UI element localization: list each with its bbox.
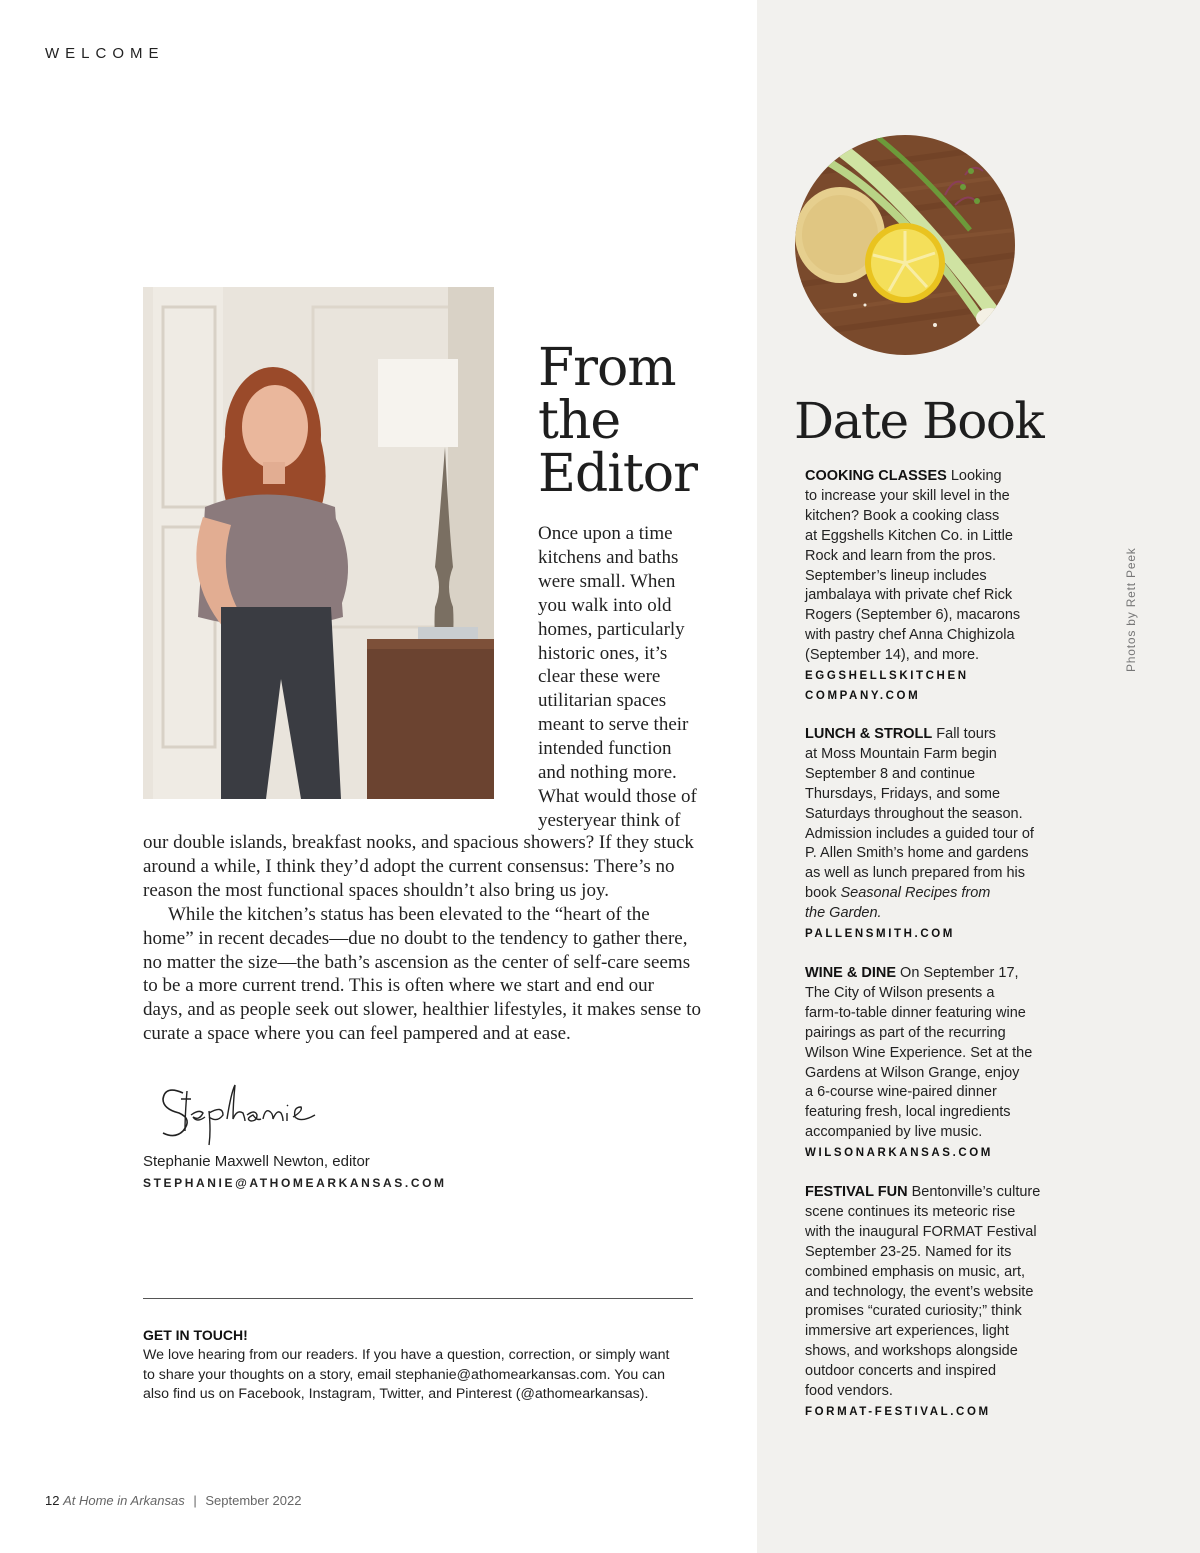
- letter-line: yesteryear think of: [538, 809, 681, 831]
- letter-line: What would those of: [538, 785, 697, 807]
- event-first-line: [805, 467, 1065, 487]
- editor-heading-line: Editor: [538, 444, 697, 504]
- event-line: Saturdays throughout the season.: [805, 805, 1023, 822]
- event-line: with the inaugural FORMAT Festival: [805, 1223, 1037, 1240]
- letter-line: reason the most functional spaces shouldn’t also bring us joy.: [143, 879, 609, 901]
- event-line: farm-to-table dinner featuring wine: [805, 1004, 1026, 1021]
- event-line: The City of Wilson presents a: [805, 984, 995, 1001]
- event-title: COOKING CLASSES: [805, 468, 947, 484]
- event-url-link[interactable]: [805, 666, 1065, 706]
- letter-line: While the kitchen’s status has been elevated to the “heart of the: [168, 903, 650, 925]
- letter-line: and nothing more.: [538, 762, 677, 784]
- event-line: as well as lunch prepared from his: [805, 865, 1026, 882]
- letter-line: utilitarian spaces: [538, 690, 667, 712]
- letter-line: no matter the size—the bath’s ascension as the center of self-care seems: [143, 951, 691, 973]
- event-line: September 8 and continue: [805, 765, 976, 782]
- page-footer: [45, 1493, 301, 1508]
- contact-body: [143, 1346, 723, 1405]
- event-url-line: WILSONARKANSAS.COM: [805, 1147, 993, 1160]
- event-text: Looking: [946, 468, 1002, 484]
- event-lunch-stroll: [805, 725, 1065, 944]
- letter-line: kitchens and baths: [538, 546, 679, 568]
- editor-name: Stephanie Maxwell Newton, editor: [143, 1153, 370, 1170]
- event-title: LUNCH & STROLL: [805, 726, 933, 742]
- event-first-line: [805, 1183, 1065, 1203]
- page-number: 12: [45, 1493, 60, 1508]
- event-line: combined emphasis on music, art,: [805, 1263, 1026, 1280]
- event-text: Bentonville’s culture: [907, 1184, 1041, 1200]
- event-line: P. Allen Smith’s home and gardens: [805, 845, 1029, 862]
- event-line: accompanied by live music.: [805, 1124, 983, 1141]
- editor-letter-narrow-column: [538, 522, 718, 833]
- event-url-link[interactable]: [805, 1143, 1065, 1163]
- letter-line: clear these were: [538, 666, 661, 688]
- editor-heading-line: From: [538, 338, 676, 398]
- event-line: (September 14), and more.: [805, 647, 980, 664]
- editor-heading: [538, 338, 738, 504]
- event-cooking-classes: [805, 467, 1065, 706]
- event-line: Thursdays, Fridays, and some: [805, 785, 1001, 802]
- event-book-title: Seasonal Recipes from: [840, 885, 991, 902]
- event-line: at Eggshells Kitchen Co. in Little: [805, 527, 1013, 544]
- event-text: book: [805, 885, 841, 902]
- event-line: immersive art experiences, light: [805, 1323, 1009, 1340]
- food-photo: [795, 135, 1015, 355]
- datebook-heading: Date Book: [794, 392, 1044, 450]
- event-line: Gardens at Wilson Grange, enjoy: [805, 1064, 1020, 1081]
- contact-line: We love hearing from our readers. If you have a question, correction, or simply want: [143, 1347, 670, 1363]
- letter-line: homes, particularly: [538, 618, 685, 640]
- event-line: outdoor concerts and inspired: [805, 1363, 997, 1380]
- editor-letter-wide-column: [143, 831, 713, 1046]
- section-label: WELCOME: [45, 45, 165, 62]
- event-line: promises “curated curiosity;” think: [805, 1303, 1022, 1320]
- letter-line: Once upon a time: [538, 523, 673, 544]
- photo-credit: Photos by Rett Peek: [1124, 547, 1138, 672]
- event-line: at Moss Mountain Farm begin: [805, 745, 997, 762]
- letter-line: our double islands, breakfast nooks, and spacious showers? If they stuck: [143, 832, 694, 853]
- event-first-line: [805, 725, 1065, 745]
- event-line: Wilson Wine Experience. Set at the: [805, 1044, 1033, 1061]
- letter-line: days, and as people seek out slower, healthier lifestyles, it makes sense to: [143, 999, 702, 1021]
- event-book-title: the Garden.: [805, 905, 882, 922]
- event-line: September 23-25. Named for its: [805, 1243, 1012, 1260]
- event-url-line: EGGSHELLSKITCHEN: [805, 670, 969, 683]
- event-line: pairings as part of the recurring: [805, 1024, 1006, 1041]
- event-line: Rock and learn from the pros.: [805, 547, 997, 564]
- event-line: Admission includes a guided tour of: [805, 825, 1034, 842]
- letter-line: were small. When: [538, 570, 676, 592]
- letter-line: historic ones, it’s: [538, 642, 668, 664]
- event-title: WINE & DINE: [805, 965, 897, 981]
- magazine-name: At Home in Arkansas: [63, 1493, 185, 1508]
- event-url-line: PALLENSMITH.COM: [805, 928, 955, 941]
- event-url-line: COMPANY.COM: [805, 690, 921, 703]
- editor-email-link[interactable]: STEPHANIE@ATHOMEARKANSAS.COM: [143, 1176, 447, 1190]
- event-line: September’s lineup includes: [805, 567, 987, 584]
- letter-line: intended function: [538, 738, 672, 760]
- event-title: FESTIVAL FUN: [805, 1184, 908, 1200]
- footer-separator: |: [193, 1493, 197, 1508]
- contact-line: also find us on Facebook, Instagram, Twitter, and Pinterest (@athomearkansas).: [143, 1386, 649, 1403]
- letter-line: home” in recent decades—due no doubt to the tendency to gather there,: [143, 927, 688, 949]
- editor-portrait-photo: [143, 287, 494, 799]
- event-wine-dine: [805, 964, 1065, 1163]
- event-line: Rogers (September 6), macarons: [805, 607, 1021, 624]
- letter-line: you walk into old: [538, 594, 672, 616]
- editor-signature: [155, 1075, 335, 1150]
- event-line: kitchen? Book a cooking class: [805, 507, 1000, 524]
- letter-line: curate a space where you can feel pampered and at ease.: [143, 1023, 571, 1045]
- event-line: jambalaya with private chef Rick: [805, 587, 1013, 604]
- letter-line: around a while, I think they’d adopt the current consensus: There’s no: [143, 855, 675, 877]
- contact-line: to share your thoughts on a story, email stephanie@athomearkansas.com. You can: [143, 1366, 666, 1383]
- event-line: featuring fresh, local ingredients: [805, 1104, 1011, 1121]
- event-first-line: [805, 964, 1065, 984]
- event-festival-fun: [805, 1183, 1065, 1422]
- event-line: to increase your skill level in the: [805, 487, 1010, 504]
- event-url-link[interactable]: [805, 924, 1065, 944]
- letter-line: to be a more current trend. This is often where we start and end our: [143, 975, 654, 997]
- event-url-line: FORMAT-FESTIVAL.COM: [805, 1405, 991, 1418]
- issue-date: September 2022: [205, 1493, 302, 1508]
- letter-line: meant to serve their: [538, 714, 689, 736]
- event-line: shows, and workshops alongside: [805, 1343, 1018, 1360]
- event-line: with pastry chef Anna Chighizola: [805, 627, 1015, 644]
- event-line: a 6-course wine-paired dinner: [805, 1084, 997, 1101]
- event-line: and technology, the event’s website: [805, 1283, 1034, 1300]
- event-line: food vendors.: [805, 1383, 893, 1400]
- event-book-line: [805, 884, 1065, 904]
- event-text: On September 17,: [896, 965, 1019, 981]
- event-text: Fall tours: [932, 726, 996, 742]
- editor-heading-line: the: [538, 391, 621, 451]
- event-url-link[interactable]: [805, 1402, 1065, 1422]
- event-line: scene continues its meteoric rise: [805, 1203, 1016, 1220]
- contact-title: GET IN TOUCH!: [143, 1327, 248, 1343]
- divider: [143, 1298, 693, 1299]
